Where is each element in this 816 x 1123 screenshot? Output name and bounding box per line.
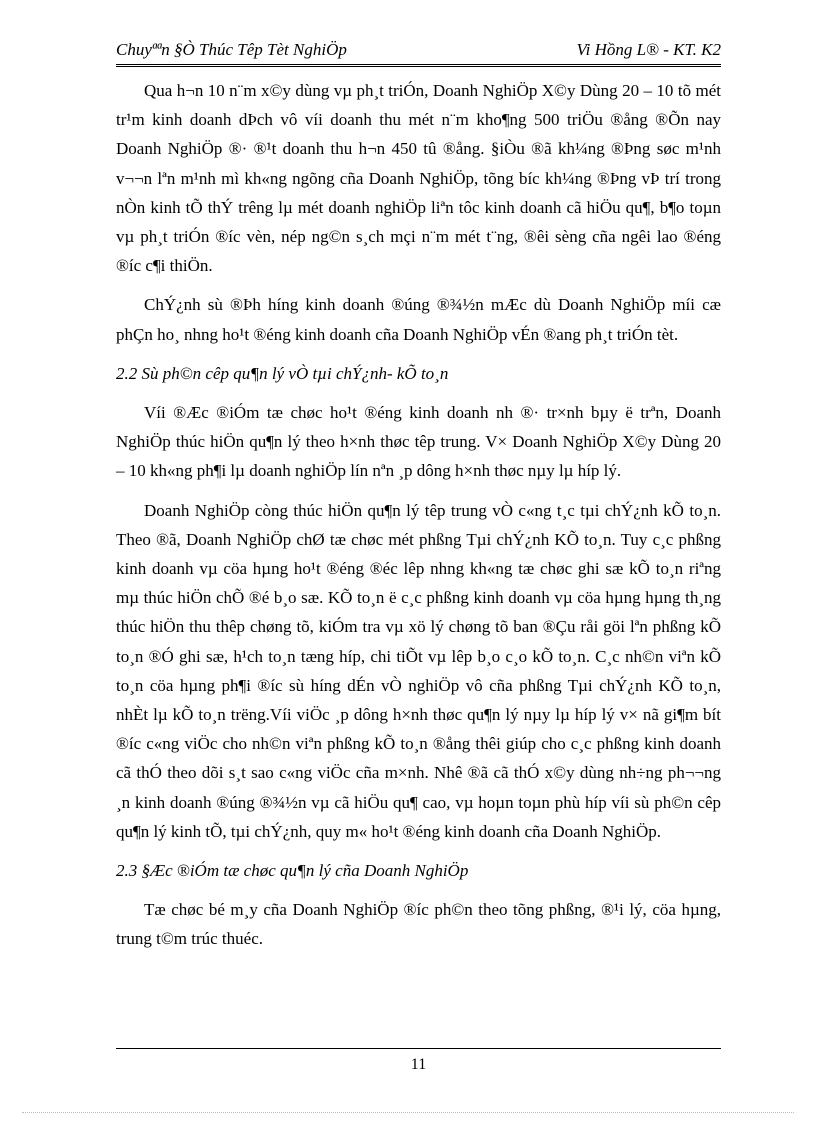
paragraph-2-3-a: Tæ chøc bé m¸y cña Doanh NghiÖp ®íc ph©n theo tõng phßng, ®¹i lý, cöa hµng, trung t©m trúc thuéc. bbox=[116, 900, 721, 949]
paragraph-orientation: ChÝ¿nh sù ®Þh híng kinh doanh ®úng ®¾½n mÆc dù Doanh NghiÖp míi cæ phÇn ho¸ nhng ho¹t ®éng kinh doanh cña Doanh NghiÖp vÉn ®ang ph¸t triÓn tèt. bbox=[116, 295, 721, 344]
section-heading-2-2: 2.2 Sù ph©n cêp qu¶n lý vÒ tµi chÝ¿nh- kÕ to¸n bbox=[116, 363, 449, 383]
page-number: 11 bbox=[410, 1056, 427, 1073]
footer-rule bbox=[116, 1048, 721, 1049]
page-header bbox=[116, 40, 721, 67]
page-break-line bbox=[22, 1112, 794, 1113]
header-author: Vi Hồng L® - KT. K2 bbox=[576, 40, 721, 59]
paragraph-2-2-b: Doanh NghiÖp còng thúc hiÖn qu¶n lý têp trung vÒ c«ng t¸c tµi chÝ¿nh kÕ to¸n. Theo ®ã, Doanh NghiÖp chØ tæ chøc mét phßng Tµi chÝ¿nh KÕ to¸n. Tuy c¸c phßng kinh doanh vµ cöa hµng ho¹t ®éng ®éc lêp nhng kh«ng tæ chøc ghi sæ kÕ to¸n riªng mµ thúc hiÖn chÕ ®é b¸o sæ. KÕ to¸n ë c¸c phßng kinh doanh vµ cöa hµng hµng th¸ng thúc hiÖn thu thêp chøng tõ, kiÓm tra vµ xö lý chøng tõ ban ®Çu råi göi lªn phßng kÕ to¸n ®Ó ghi sæ, h¹ch to¸n tæng híp, chi tiÕt vµ lêp b¸o c¸o kÕ to¸n. C¸c nh©n viªn kÕ to¸n cöa hµng ph¶i ®íc sù híng dÉn vÒ nghiÖp vô cña phßng Tµi chÝ¿nh KÕ to¸n, nhÈt lµ kÕ to¸n trëng.Víi viÖc ¸p dông h×nh thøc qu¶n lý nµy lµ híp lý v× nã gi¶m bít ®íc c«ng viÖc cho nh©n viªn phßng kÕ to¸n ®ång thêi giúp cho c¸c phßng kinh doanh cã thÓ theo dõi s¸t sao c«ng viÖc cña m×nh. Nhê ®ã cã thÓ x©y dùng nh÷ng ph¬¬ng ¸n kinh doanh ®úng ®¾½n vµ cã hiÖu qu¶ cao, vµ hoµn toµn phù híp víi sù ph©n cêp qu¶n lý kinh tÕ, tµi chÝ¿nh, quy m« ho¹t ®éng kinh doanh cña Doanh NghiÖp. bbox=[116, 500, 721, 841]
header-title: Chuyªªn §Ò Thúc Têp Tèt NghiÖp bbox=[116, 40, 347, 59]
paragraph-2-2-a: Víi ®Æc ®iÓm tæ chøc ho¹t ®éng kinh doanh nh ®· tr×nh bµy ë trªn, Doanh NghiÖp thúc hiÖn qu¶n lý theo h×nh thøc têp trung. V× Doanh NghiÖp X©y Dùng 20 – 10 kh«ng ph¶i lµ doanh nghiÖp lín nªn ¸p dông h×nh thøc nµy lµ híp lý. bbox=[116, 403, 721, 481]
document-body bbox=[116, 76, 721, 964]
section-heading-2-3: 2.3 §Æc ®iÓm tæ chøc qu¶n lý cña Doanh NghiÖp bbox=[116, 861, 469, 881]
paragraph-intro: Qua h¬n 10 n¨m x©y dùng vµ ph¸t triÓn, Doanh NghiÖp X©y Dùng 20 – 10 tõ mét tr¹m kinh doanh dÞch vô víi doanh thu mét n¨m kho¶ng 500 triÖu ®ång ®Õn nay Doanh NghiÖp ®· ®¹t doanh thu h¬n 450 tû ®ång. §iÒu ®ã kh¼ng ®Þng søc m¹nh v¬¬n lªn m¹nh mì kh«ng ngõng cña Doanh NghiÖp, tõng bíc kh¼ng ®Þng vÞ trí trong nÒn kinh tÕ thÝ trêng lµ mét doanh nghiÖp liªn tôc kinh doanh cã hiÖu qu¶, b¶o toµn vµ ph¸t triÓn ®íc vèn, nép ng©n s¸ch mçi n¨m mét t¨ng, ®êi sèng cña ngêi lao ®éng ®íc c¶i thiÖn. bbox=[116, 81, 721, 276]
